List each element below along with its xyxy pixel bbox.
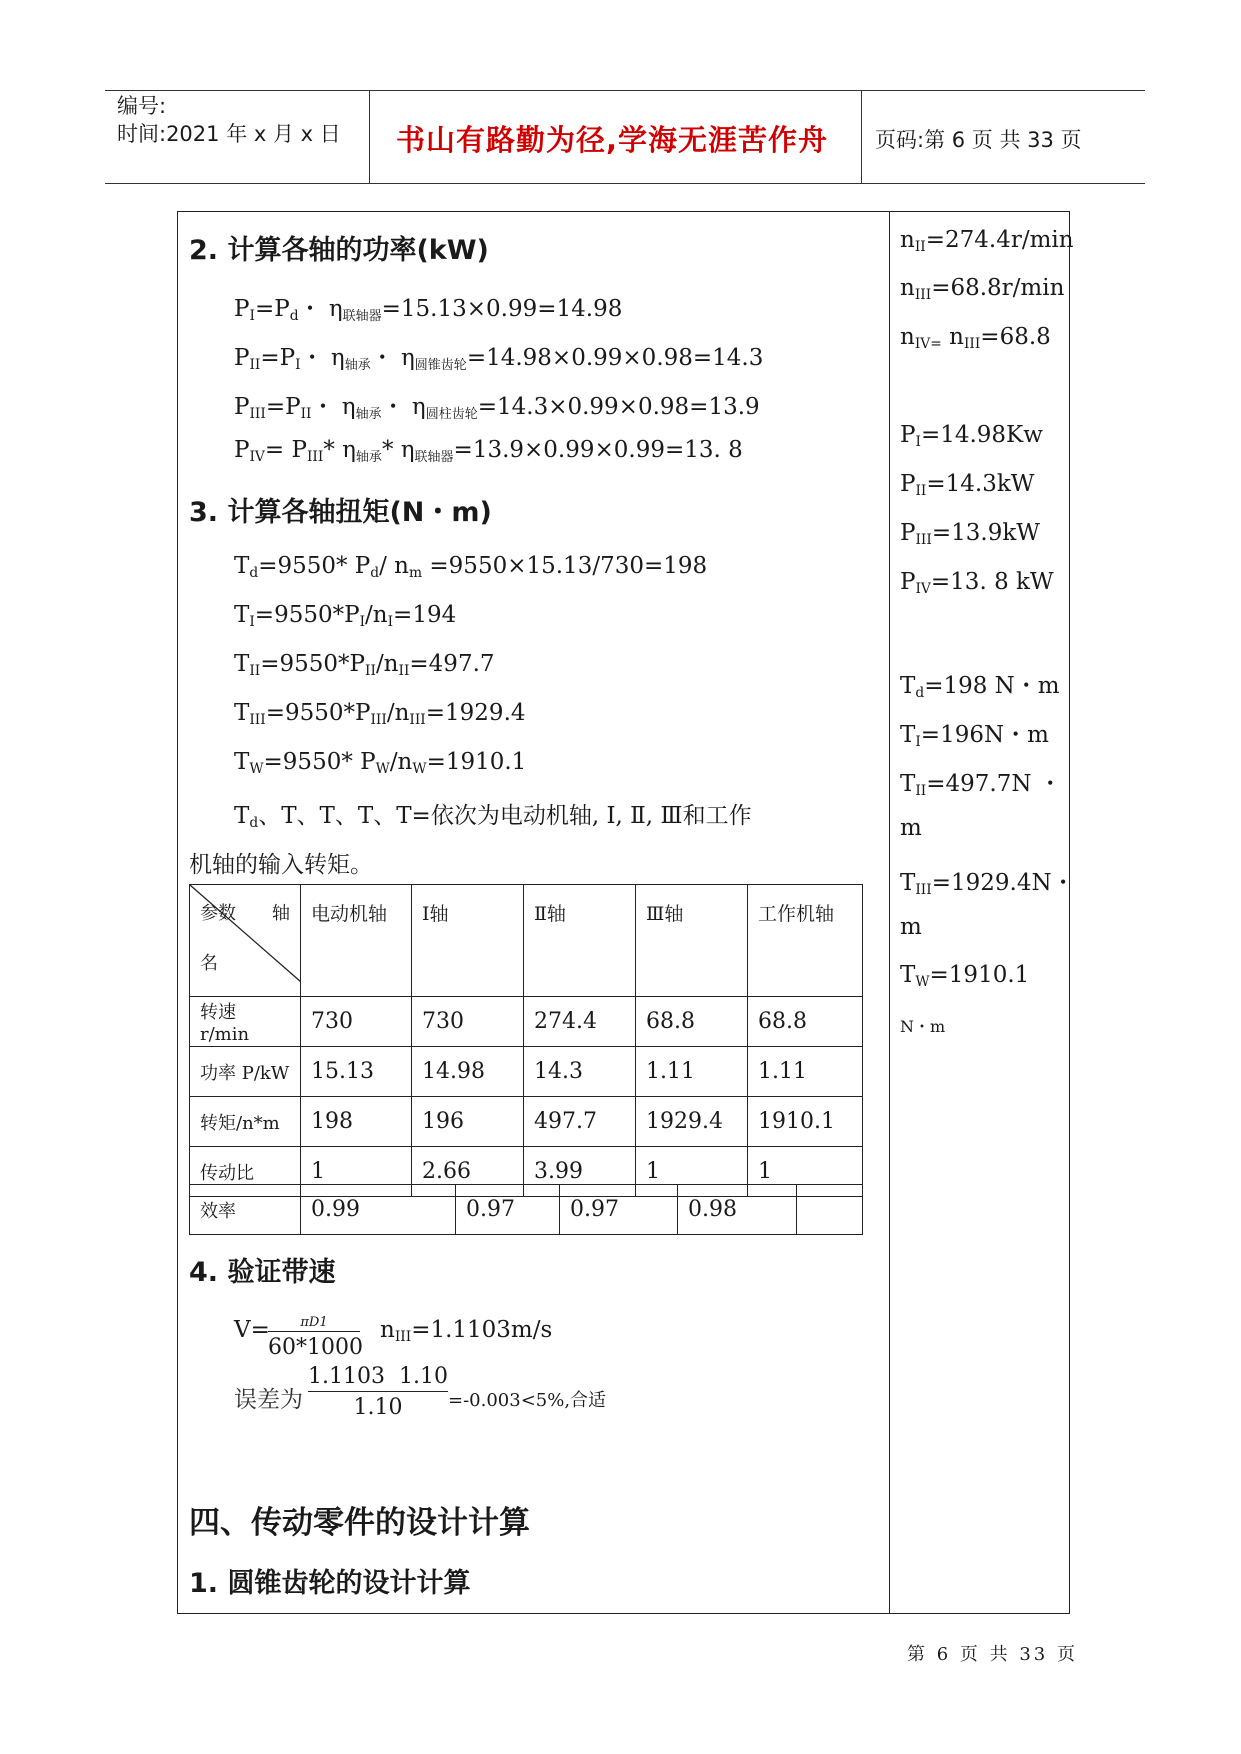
table-header-row [190,885,863,997]
table-cell: 1 [636,1147,748,1197]
header-bottom-rule [105,183,1145,184]
velocity-denominator: 60*1000 [268,1335,363,1360]
result-torque-5-unit: N・m [900,1017,946,1036]
table-cell: 14.98 [412,1047,524,1097]
corner-label-shaft: 轴 [272,903,290,924]
table-cell: 730 [412,997,524,1047]
footer-page-number: 第 6 页 共 33 页 [907,1644,1078,1665]
error-numerator: 1.1103 1.10 [308,1364,448,1389]
result-torque-3-unit: m [900,815,922,841]
table-column-header: 电动机轴 [301,885,412,997]
table-cell: 730 [301,997,412,1047]
torque-description-line2: 机轴的输入转矩。 [189,852,373,878]
table-cell: 1.11 [748,1047,863,1097]
efficiency-table [189,1184,863,1235]
velocity-fraction [268,1315,363,1360]
corner-label-param: 参数 [200,903,236,924]
table-cell: 274.4 [524,997,636,1047]
error-prefix: 误差为 [234,1387,303,1413]
power-line-3: $P_{III}=P_{II}$・ $\eta_{轴承}$・ $\eta_{圆柱齿轮}=14.3\times 0.99\times 0.98=13.9$ [234,394,760,422]
torque-line-3: $T_{II}=9550*P_{II}/n_{II}=497.7$ [234,651,495,679]
subsection-title: 1. 圆锥齿轮的设计计算 [189,1568,471,1599]
power-line-4: $P_{IV}= P_{III}*$ $\eta_{轴承}*$ $\eta_{联轴器}=13.9\times 0.99\times 0.99=13$. 8 [234,437,743,465]
table-cell: 68.8 [636,997,748,1047]
result-torque-1: $T_d=198$ N・m [900,673,1060,701]
corner-label-name: 名 [200,953,218,974]
section4-title: 4. 验证带速 [189,1257,336,1288]
section3-title: 3. 计算各轴扭矩(N・m) [189,497,492,528]
result-speed-1: $n_{II}=274.4r/\min$ [900,227,1074,255]
power-line-1: $P_I=P_d$・ $\eta_{联轴器}=15.13\times 0.99=14.98$ [234,296,623,324]
row-label: 功率 P/kW [190,1047,301,1097]
table-cell: 3.99 [524,1147,636,1197]
table-cell: 0.98 [678,1185,797,1235]
result-power-3: $P_{III}=13.9kW$ [900,520,1040,548]
table-cell: 1929.4 [636,1097,748,1147]
frame-column-divider [889,211,890,1614]
table-cell: 196 [412,1097,524,1147]
chapter-title: 四、传动零件的设计计算 [189,1505,530,1541]
velocity-prefix: V= [234,1317,270,1343]
table-cell: 0.99 [301,1185,456,1235]
time-label: 时间:2021 年 x 月 x 日 [117,122,341,146]
torque-line-2: $T_I=9550*P_I/n_I=194$ [234,602,457,630]
result-power-2: $P_{II}=14.3kW$ [900,471,1035,499]
table-cell: 2.66 [412,1147,524,1197]
row-label: 转矩/n*m [190,1097,301,1147]
table-cell: 198 [301,1097,412,1147]
torque-line-4: $T_{III}=9550*P_{III}/n_{III}=1929.4$ [234,700,526,728]
velocity-result: $n_{III}=1.1103m/s$ [380,1317,553,1345]
row-label: 传动比 [190,1147,301,1197]
result-torque-4: $T_{III}=1929.4N$・ [900,870,1075,898]
parameter-table [189,884,863,1197]
result-speed-2: $n_{III}=68.8r/\min$ [900,275,1065,303]
table-cell: 1 [301,1147,412,1197]
header-motto: 书山有路勤为径,学海无涯苦作舟 [395,123,829,157]
torque-description-line1: $T_d$、T、T、T、T=依次为电动机轴, Ⅰ, Ⅱ, Ⅲ和工作 [234,803,752,831]
torque-line-1: $T_d=9550*$ $P_d/$ $n_m =9550\times 15.13/730=198$ [234,553,708,581]
table-cell: 68.8 [748,997,863,1047]
table-cell: 0.97 [560,1185,678,1235]
result-power-4: $P_{IV}=13$. 8 kW [900,569,1054,597]
table-cell [797,1185,863,1235]
table-cell: 0.97 [456,1185,560,1235]
section2-title: 2. 计算各轴的功率(kW) [189,235,489,266]
result-torque-3: $T_{II}=497.7N$ ・ [900,771,1062,799]
velocity-numerator: πD1 [300,1315,328,1330]
table-column-header: Ⅲ轴 [636,885,748,997]
torque-line-5: $T_W=9550*$ $P_W/n_W=1910.1$ [234,749,527,777]
error-denominator: 1.10 [353,1395,403,1420]
result-torque-2: $T_I=196N$・m [900,722,1049,750]
header-divider-2 [861,90,862,184]
result-torque-5: $T_W=1910.1$ [900,962,1030,990]
error-result: =-0.003<5%,合适 [448,1390,607,1411]
error-fraction [308,1364,448,1420]
number-label: 编号: [117,94,167,118]
table-cell: 14.3 [524,1047,636,1097]
table-cell: 1910.1 [748,1097,863,1147]
row-label: 转速 r/min [190,997,301,1047]
result-power-1: $P_I=14.98Kw$ [900,422,1043,450]
table-cell: 1.11 [636,1047,748,1097]
table-cell: 497.7 [524,1097,636,1147]
table-column-header: Ⅰ轴 [412,885,524,997]
header-page-number: 页码:第 6 页 共 33 页 [875,128,1082,152]
table-corner-cell [190,885,301,997]
header-meta [117,92,341,148]
table-cell: 1 [748,1147,863,1197]
result-speed-3: $n_{IV=}$ $n_{III}=68.8$ [900,324,1051,352]
header-top-rule [105,90,1145,91]
header-divider-1 [369,90,370,184]
efficiency-row [190,1185,863,1235]
table-column-header: 工作机轴 [748,885,863,997]
row-label: 效率 [190,1185,301,1235]
power-line-2: $P_{II}=P_I$・ $\eta_{轴承}$・ $\eta_{圆锥齿轮}=14.98\times 0.99\times 0.98=14.3$ [234,345,764,373]
result-torque-4-unit: m [900,914,922,940]
table-cell: 15.13 [301,1047,412,1097]
table-row [190,1047,863,1097]
table-row [190,997,863,1047]
table-row [190,1097,863,1147]
table-column-header: Ⅱ轴 [524,885,636,997]
